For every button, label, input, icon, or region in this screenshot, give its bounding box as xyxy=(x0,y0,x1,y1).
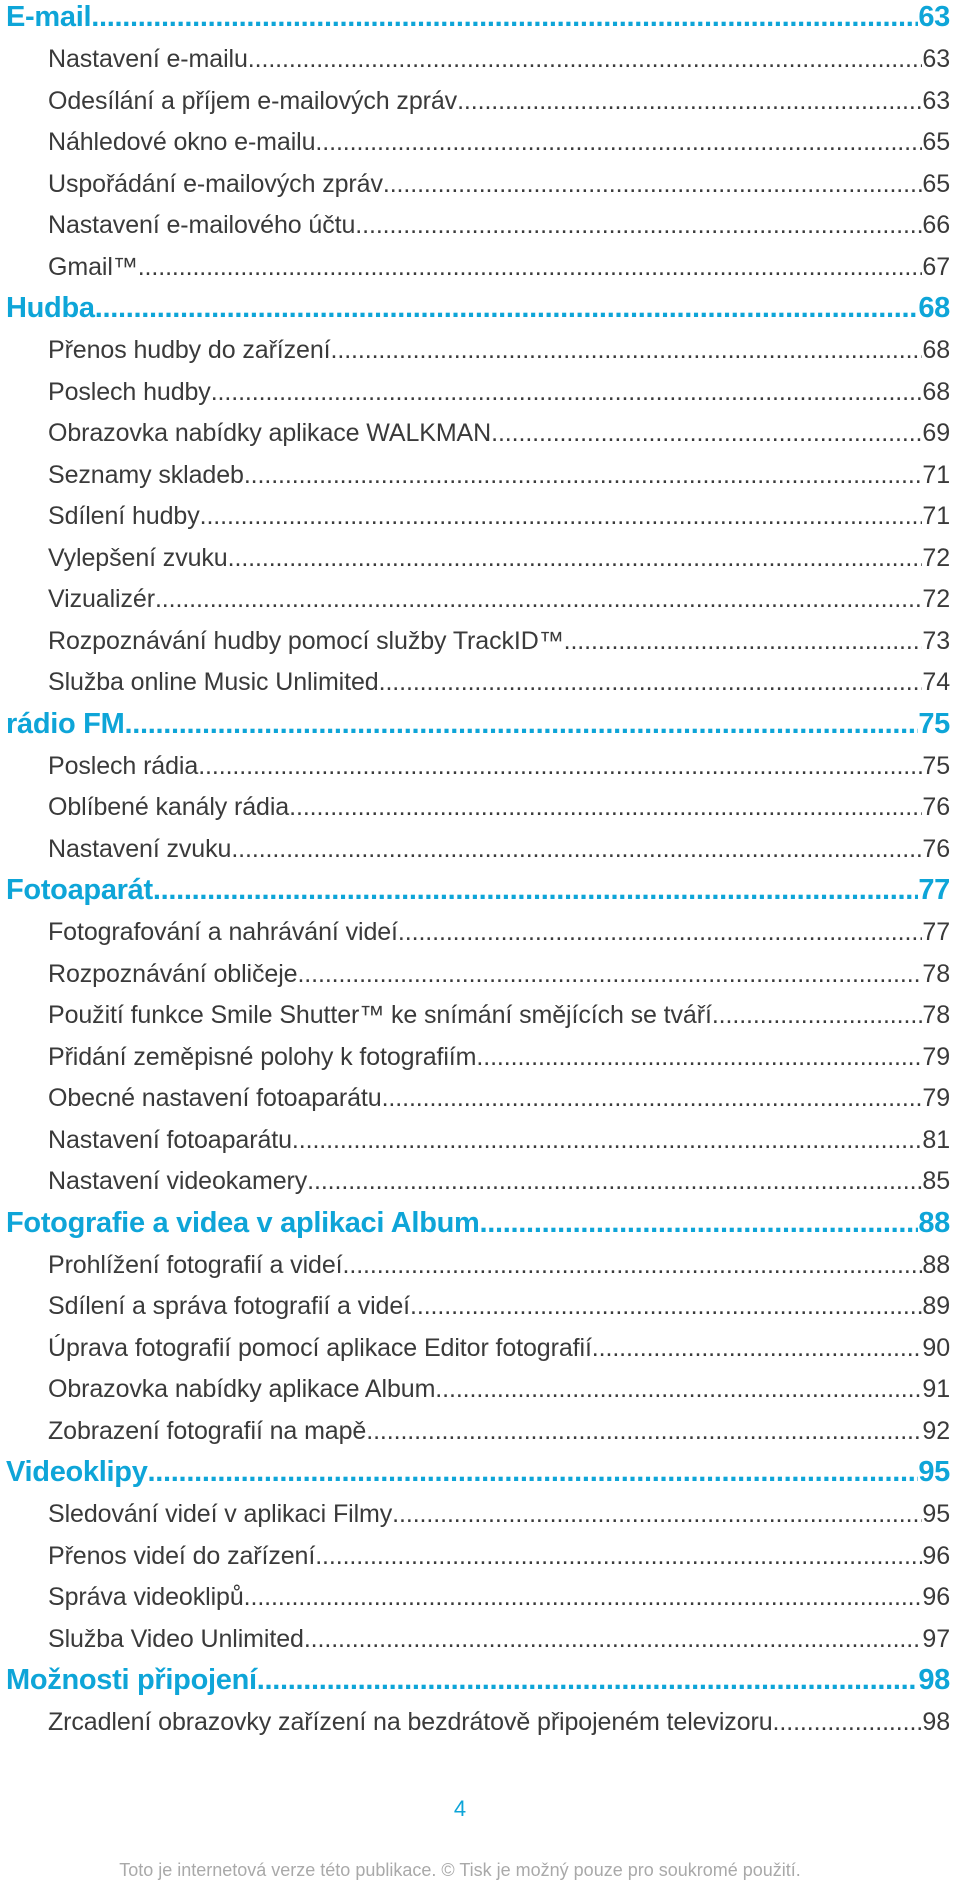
toc-entry-title: Možnosti připojení xyxy=(6,1664,257,1696)
toc-section-heading[interactable] xyxy=(6,1455,950,1497)
dot-leader xyxy=(148,1455,919,1489)
toc-entry-title: Oblíbené kanály rádia xyxy=(48,793,290,821)
toc-page-number: 96 xyxy=(922,1541,950,1570)
toc-entry[interactable] xyxy=(6,582,950,624)
footer-note: Toto je internetová verze této publikace. © Tisk je možný pouze pro soukromé použití. xyxy=(119,1860,801,1880)
toc-entry[interactable] xyxy=(6,333,950,375)
dot-leader xyxy=(383,167,923,201)
toc-entry[interactable] xyxy=(6,749,950,791)
toc-entry[interactable] xyxy=(6,915,950,957)
dot-leader xyxy=(153,873,918,907)
toc-entry[interactable] xyxy=(6,790,950,832)
toc-entry-title: Přenos videí do zařízení xyxy=(48,1541,316,1570)
toc-page-number: 88 xyxy=(918,1206,950,1239)
toc-page-number: 73 xyxy=(922,626,950,655)
dot-leader xyxy=(292,1123,922,1157)
toc-entry-title: Úprava fotografií pomocí aplikace Editor fotografií xyxy=(48,1333,592,1362)
toc-page-number: 68 xyxy=(922,377,950,406)
toc-entry[interactable] xyxy=(6,541,950,583)
toc-entry[interactable] xyxy=(6,1289,950,1331)
toc-entry[interactable] xyxy=(6,1705,950,1747)
toc-entry-title: Náhledové okno e-mailu xyxy=(48,128,316,156)
dot-leader xyxy=(198,749,922,783)
toc-entry[interactable] xyxy=(6,1497,950,1539)
dot-leader xyxy=(315,125,922,159)
toc-entry-title: Nastavení videokamery xyxy=(48,1167,308,1195)
toc-entry-title: Zobrazení fotografií na mapě xyxy=(48,1416,367,1445)
toc-entry[interactable] xyxy=(6,375,950,417)
toc-entry-title: Vizualizér xyxy=(48,585,155,613)
toc-entry[interactable] xyxy=(6,1040,950,1082)
dot-leader xyxy=(95,291,919,325)
dot-leader xyxy=(289,790,922,824)
toc-page-number: 92 xyxy=(922,1416,950,1445)
page-number: 4 xyxy=(453,1796,467,1821)
toc-entry[interactable] xyxy=(6,1081,950,1123)
toc-entry[interactable] xyxy=(6,167,950,209)
toc-section-heading[interactable] xyxy=(6,0,950,42)
dot-leader xyxy=(712,998,923,1032)
toc-entry-title: Fotoaparát xyxy=(6,874,153,906)
toc-entry-title: Seznamy skladeb xyxy=(48,460,244,489)
toc-entry-title: Sdílení hudby xyxy=(48,502,200,530)
toc-page-number: 77 xyxy=(918,874,950,906)
toc-entry-title: Přidání zeměpisné polohy k fotografiím xyxy=(48,1042,477,1071)
toc-entry[interactable] xyxy=(6,125,950,167)
toc-section-heading[interactable] xyxy=(6,707,950,749)
toc-entry-title: Použití funkce Smile Shutter™ ke snímání smějících se tváří xyxy=(48,1001,712,1029)
dot-leader xyxy=(392,1497,922,1531)
dot-leader xyxy=(382,1081,923,1115)
dot-leader xyxy=(343,1248,923,1282)
toc-page-number: 71 xyxy=(922,460,950,489)
toc-page-number: 71 xyxy=(922,502,950,530)
toc-entry[interactable] xyxy=(6,250,950,292)
toc-page-number: 77 xyxy=(922,918,950,946)
toc-entry[interactable] xyxy=(6,1414,950,1456)
toc-entry-title: Nastavení zvuku xyxy=(48,834,232,863)
toc-section-heading[interactable] xyxy=(6,291,950,333)
toc-entry-title: Vylepšení zvuku xyxy=(48,543,228,572)
dot-leader xyxy=(231,832,922,866)
toc-page-number: 95 xyxy=(918,1456,950,1488)
dot-leader xyxy=(379,665,923,699)
dot-leader xyxy=(564,624,923,658)
toc-page-number: 89 xyxy=(922,1292,950,1320)
toc-section-heading[interactable] xyxy=(6,1206,950,1248)
toc-entry[interactable] xyxy=(6,1248,950,1290)
toc-entry-title: Uspořádání e-mailových zpráv xyxy=(48,169,383,198)
toc-entry-title: Služba online Music Unlimited xyxy=(48,668,379,696)
toc-entry[interactable] xyxy=(6,957,950,999)
toc-page-number: 75 xyxy=(922,751,950,780)
toc-entry-title: Rozpoznávání obličeje xyxy=(48,959,298,988)
toc-entry[interactable] xyxy=(6,1622,950,1664)
toc-entry-title: Fotografování a nahrávání videí xyxy=(48,918,398,946)
toc-page-number: 96 xyxy=(922,1583,950,1611)
toc-page-number: 63 xyxy=(922,86,950,115)
toc-page-number: 97 xyxy=(922,1624,950,1653)
dot-leader xyxy=(244,458,923,492)
toc-entry[interactable] xyxy=(6,1580,950,1622)
toc-page-number: 81 xyxy=(922,1125,950,1154)
dot-leader xyxy=(228,541,923,575)
toc-entry[interactable] xyxy=(6,665,950,707)
toc-section-heading[interactable] xyxy=(6,873,950,915)
dot-leader xyxy=(244,1580,923,1614)
dot-leader xyxy=(491,416,922,450)
toc-page-number: 79 xyxy=(922,1042,950,1071)
toc-entry-title: Sledování videí v aplikaci Filmy xyxy=(48,1500,393,1528)
toc-entry-title: Správa videoklipů xyxy=(48,1583,244,1611)
toc-page-number: 90 xyxy=(922,1333,950,1362)
toc-page-number: 75 xyxy=(918,707,950,740)
toc-page-number: 68 xyxy=(918,292,950,324)
dot-leader xyxy=(331,333,923,367)
toc-entry-title: Obecné nastavení fotoaparátu xyxy=(48,1084,382,1112)
table-of-contents xyxy=(6,0,950,1747)
toc-page-number: 63 xyxy=(918,1,950,33)
toc-entry-title: Sdílení a správa fotografií a videí xyxy=(48,1292,410,1320)
dot-leader xyxy=(138,250,923,284)
toc-entry-title: Nastavení e-mailového účtu xyxy=(48,211,356,239)
dot-leader xyxy=(457,84,922,118)
toc-page-number: 76 xyxy=(922,793,950,821)
toc-entry[interactable] xyxy=(6,84,950,126)
toc-entry-title: Rozpoznávání hudby pomocí služby TrackID™ xyxy=(48,626,564,655)
toc-page-number: 72 xyxy=(922,543,950,572)
toc-page-number: 69 xyxy=(922,419,950,447)
toc-entry[interactable] xyxy=(6,998,950,1040)
toc-page-number: 88 xyxy=(922,1250,950,1279)
toc-entry-title: Fotografie a videa v aplikaci Album xyxy=(6,1206,480,1239)
toc-entry[interactable] xyxy=(6,1164,950,1206)
toc-entry-title: Nastavení e-mailu xyxy=(48,45,248,73)
toc-entry[interactable] xyxy=(6,208,950,250)
dot-leader xyxy=(200,499,923,533)
toc-entry[interactable] xyxy=(6,458,950,500)
dot-leader xyxy=(257,1663,919,1697)
toc-entry-title: Gmail™ xyxy=(48,252,138,281)
toc-entry-title: Nastavení fotoaparátu xyxy=(48,1125,292,1154)
toc-entry-title: Služba Video Unlimited xyxy=(48,1624,304,1653)
toc-page-number: 95 xyxy=(922,1500,950,1528)
dot-leader xyxy=(592,1331,923,1365)
dot-leader xyxy=(435,1372,922,1406)
dot-leader xyxy=(410,1289,922,1323)
toc-entry-title: Poslech hudby xyxy=(48,377,211,406)
dot-leader xyxy=(124,707,918,741)
toc-page-number: 78 xyxy=(922,959,950,988)
toc-entry-title: Přenos hudby do zařízení xyxy=(48,336,331,364)
toc-entry[interactable] xyxy=(6,499,950,541)
toc-entry[interactable] xyxy=(6,1372,950,1414)
dot-leader xyxy=(398,915,922,949)
toc-entry-title: rádio FM xyxy=(6,707,125,740)
toc-page-number: 98 xyxy=(918,1664,950,1696)
toc-entry[interactable] xyxy=(6,1331,950,1373)
toc-entry-title: Prohlížení fotografií a videí xyxy=(48,1250,343,1279)
toc-entry-title: Obrazovka nabídky aplikace WALKMAN xyxy=(48,419,492,447)
dot-leader xyxy=(480,1206,919,1240)
dot-leader xyxy=(773,1705,923,1739)
toc-page-number: 63 xyxy=(922,45,950,73)
toc-page-number: 85 xyxy=(922,1167,950,1195)
dot-leader xyxy=(297,957,922,991)
toc-page-number: 68 xyxy=(922,336,950,364)
dot-leader xyxy=(304,1622,923,1656)
dot-leader xyxy=(211,375,923,409)
toc-page-number: 67 xyxy=(922,252,950,281)
toc-page-number: 76 xyxy=(922,834,950,863)
toc-entry[interactable] xyxy=(6,624,950,666)
toc-entry-title: Hudba xyxy=(6,292,95,324)
dot-leader xyxy=(307,1164,922,1198)
toc-page-number: 78 xyxy=(922,1001,950,1029)
toc-page-number: 74 xyxy=(922,668,950,696)
toc-entry-title: Zrcadlení obrazovky zařízení na bezdrátově připojeném televizoru xyxy=(48,1708,773,1736)
toc-entry[interactable] xyxy=(6,42,950,84)
toc-page-number: 98 xyxy=(922,1708,950,1736)
toc-entry-title: Obrazovka nabídky aplikace Album xyxy=(48,1375,436,1403)
toc-entry[interactable] xyxy=(6,1539,950,1581)
toc-entry[interactable] xyxy=(6,832,950,874)
dot-leader xyxy=(476,1040,922,1074)
toc-page-number: 91 xyxy=(922,1375,950,1403)
toc-page-number: 79 xyxy=(922,1084,950,1112)
toc-entry-title: E-mail xyxy=(6,1,92,33)
toc-entry[interactable] xyxy=(6,416,950,458)
toc-section-heading[interactable] xyxy=(6,1663,950,1705)
dot-leader xyxy=(248,42,923,76)
dot-leader xyxy=(355,208,922,242)
toc-entry-title: Odesílání a příjem e-mailových zpráv xyxy=(48,86,458,115)
dot-leader xyxy=(315,1539,922,1573)
toc-entry-title: Videoklipy xyxy=(6,1456,148,1488)
toc-page-number: 65 xyxy=(922,169,950,198)
toc-page-number: 65 xyxy=(922,128,950,156)
dot-leader xyxy=(91,0,918,34)
toc-entry-title: Poslech rádia xyxy=(48,751,199,780)
dot-leader xyxy=(155,582,922,616)
toc-page-number: 72 xyxy=(922,585,950,613)
toc-entry[interactable] xyxy=(6,1123,950,1165)
dot-leader xyxy=(366,1414,922,1448)
toc-page-number: 66 xyxy=(922,211,950,239)
